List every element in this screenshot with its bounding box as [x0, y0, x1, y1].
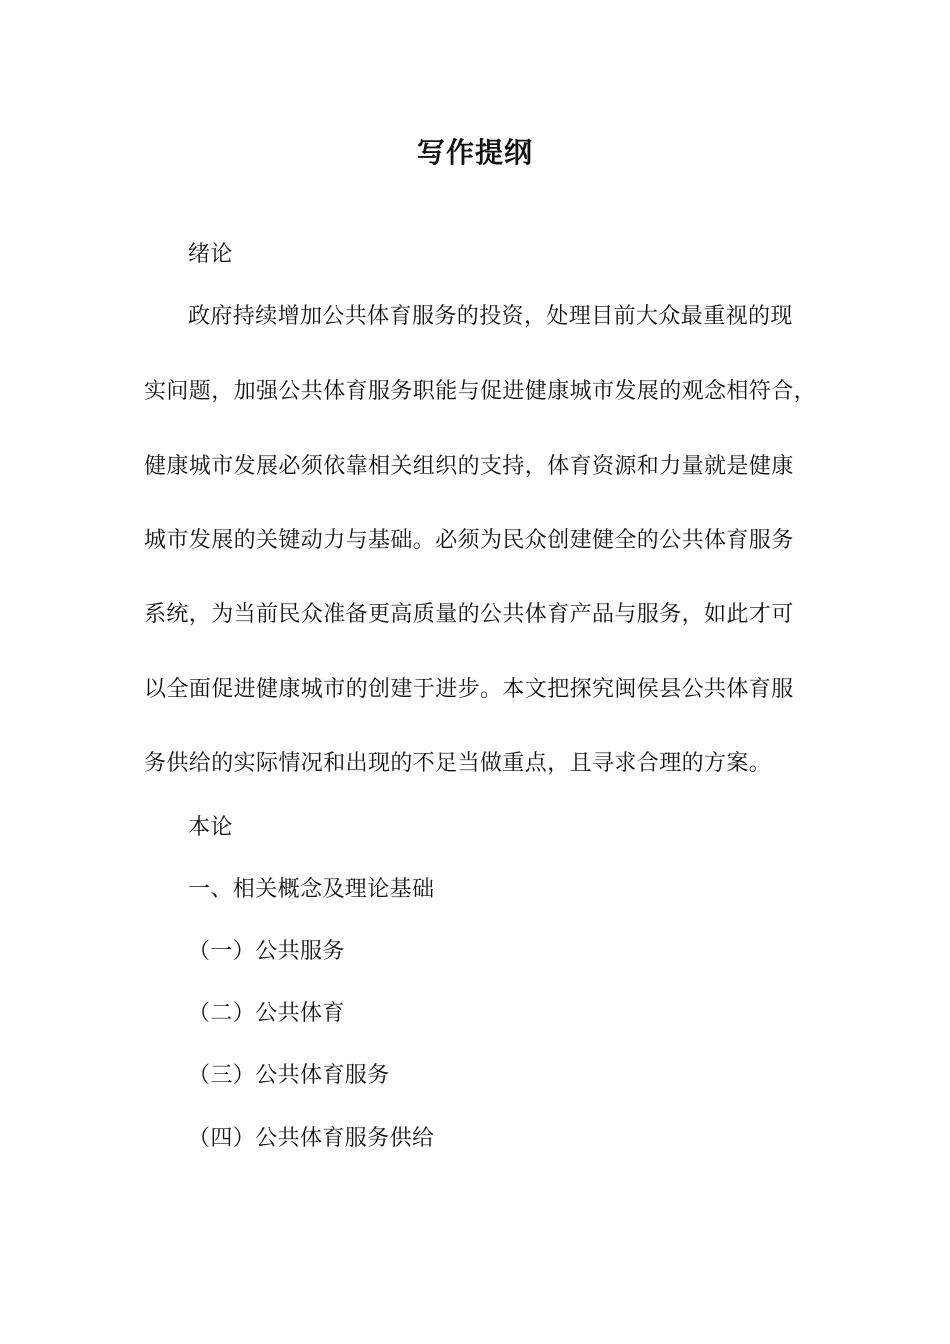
intro-paragraph-line-5: 系统，为当前民众准备更高质量的公共体育产品与服务，如此才可	[144, 602, 794, 627]
section-heading-1: 一、相关概念及理论基础	[188, 877, 435, 902]
subsection-heading-4: （四）公共体育服务供给	[188, 1126, 435, 1151]
intro-paragraph-line-6: 以全面促进健康城市的创建于进步。本文把探究闽侯县公共体育服	[144, 677, 794, 702]
subsection-heading-3: （三）公共体育服务	[188, 1063, 390, 1088]
main-heading: 本论	[188, 815, 233, 840]
intro-paragraph-line-1: 政府持续增加公共体育服务的投资，处理目前大众最重视的现	[188, 304, 793, 329]
document-title: 写作提纲	[416, 136, 533, 169]
intro-heading: 绪论	[188, 242, 233, 267]
intro-paragraph-line-4: 城市发展的关键动力与基础。必须为民众创建健全的公共体育服务	[144, 528, 794, 553]
intro-paragraph-line-2: 实问题，加强公共体育服务职能与促进健康城市发展的观念相符合，	[144, 379, 817, 404]
intro-paragraph-line-3: 健康城市发展必须依靠相关组织的支持，体育资源和力量就是健康	[144, 454, 794, 479]
intro-paragraph-line-7: 务供给的实际情况和出现的不足当做重点，且寻求合理的方案。	[144, 751, 772, 776]
subsection-heading-2: （二）公共体育	[188, 1001, 345, 1026]
subsection-heading-1: （一）公共服务	[188, 939, 345, 964]
